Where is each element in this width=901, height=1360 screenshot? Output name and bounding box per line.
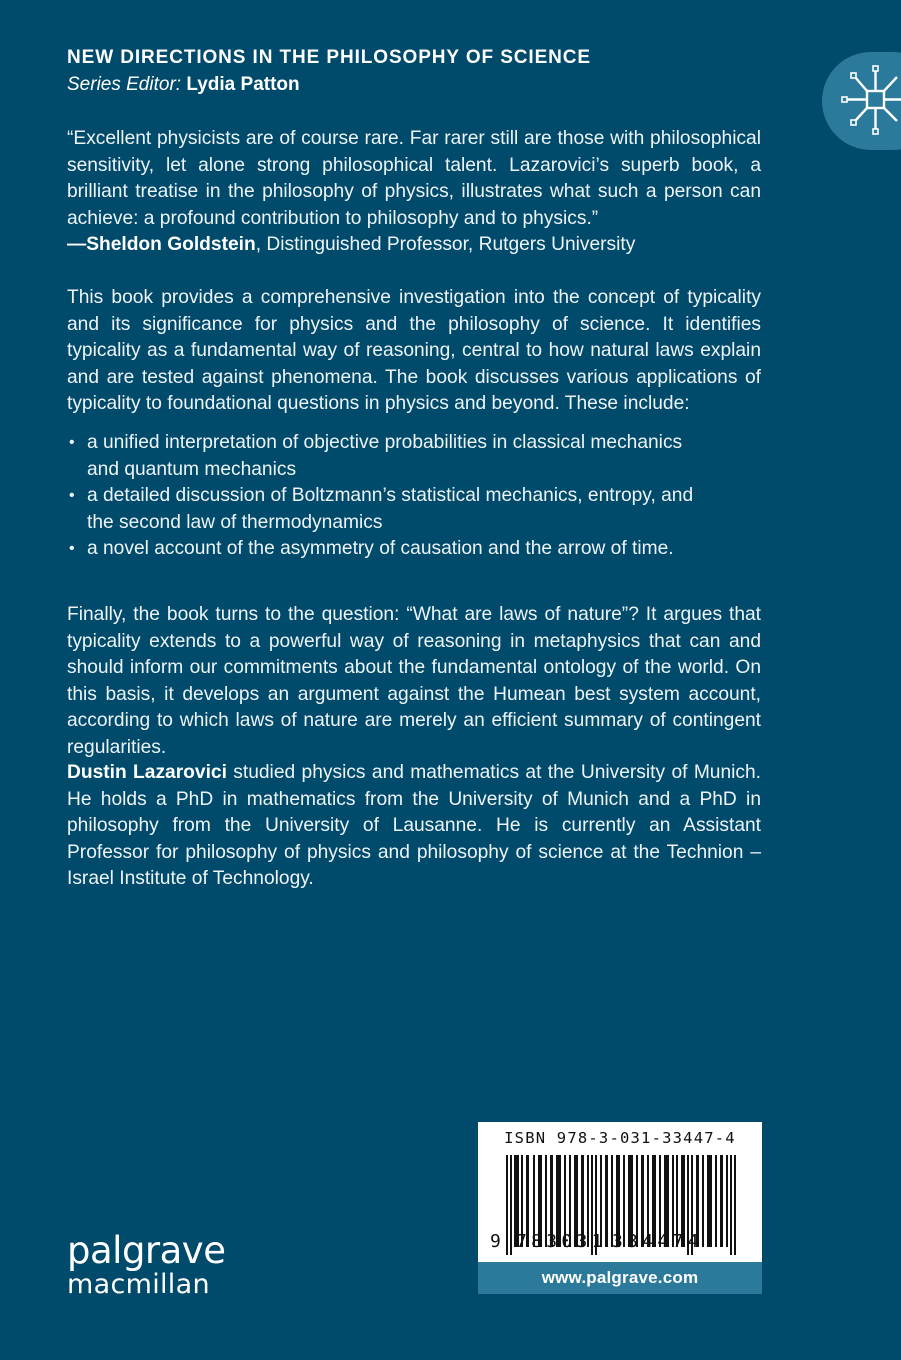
laws-of-nature-paragraph [67,602,761,761]
logo-palgrave: palgrave [67,1229,226,1272]
series-editor-label: Series Editor: [67,74,182,95]
bio-paragraph [67,760,761,893]
barcode-lead-digit: 9 [490,1231,506,1252]
author-bio [67,760,761,893]
isbn-barcode-box [478,1122,762,1294]
quote-attribution [67,232,761,259]
attribution-name: Sheldon Goldstein [86,234,256,255]
description-paragraph [67,285,761,418]
publisher-url[interactable]: www.palgrave.com [478,1262,762,1294]
circuit-chip-icon [837,61,901,141]
list-item [67,483,761,536]
endorsement-quote [67,126,761,259]
bullet-icon: • [69,487,75,504]
bullet-icon: • [69,434,75,451]
barcode-digits-left: 783031 [516,1231,607,1252]
author-name: Dustin Lazarovici [67,762,227,783]
list-item-text: a novel account of the asymmetry of causation and the arrow of time. [87,538,674,559]
list-item-text: a detailed discussion of Boltzmann’s statistical mechanics, entropy, and the second law of thermodynamics [87,485,694,533]
series-title: NEW DIRECTIONS IN THE PHILOSOPHY OF SCIENCE [67,47,591,68]
series-badge [822,52,901,150]
attribution-dash: — [67,234,87,255]
bullet-icon: • [69,540,75,557]
series-editor-name: Lydia Patton [186,74,300,95]
topics-list [67,430,761,563]
list-item [67,430,761,483]
attribution-title: , Distinguished Professor, Rutgers University [255,234,636,255]
publisher-logo [67,1229,226,1300]
bio-text: studied physics and mathematics at the University of Munich. He holds a PhD in mathematics from the University of Munich and a PhD in philosophy from the University of Lausanne. He is currently an Assistant Professor for philosophy of physics and philosophy of science at the Technion – Israel Institute of Technology. [67,762,761,889]
isbn-label: ISBN 978-3-031-33447-4 [504,1129,736,1147]
logo-macmillan: macmillan [67,1269,210,1300]
list-item-text: a unified interpretation of objective probabilities in classical mechanics and quantum mechanics [87,432,683,480]
series-editor [67,74,300,96]
barcode-digits-right: 334474 [612,1231,703,1252]
quote-text: “Excellent physicists are of course rare. Far rarer still are those with philosophical sensitivity, let alone strong philosophical talent. Lazarovici’s superb book, a brilliant treatise in the philosophy of physics, illustrates what such a person can achieve: a profound contribution to philosophy and to physics.” [67,128,761,229]
description-text: This book provides a comprehensive investigation into the concept of typicality and its significance for physics and the philosophy of science. It identifies typicality as a fundamental way of reasoning, central to how natural laws explain and are tested against phenomena. The book discusses various applications of typicality to foundational questions in physics and beyond. These include: [67,287,761,414]
list-item [67,536,761,563]
laws-text: Finally, the book turns to the question: “What are laws of nature”? It argues that typicality extends to a powerful way of reasoning in metaphysics that can and should inform our commitments about the fundamental ontology of the world. On this basis, it develops an argument against the Humean best system account, according to which laws of nature are merely an efficient summary of contingent regularities. [67,604,761,758]
